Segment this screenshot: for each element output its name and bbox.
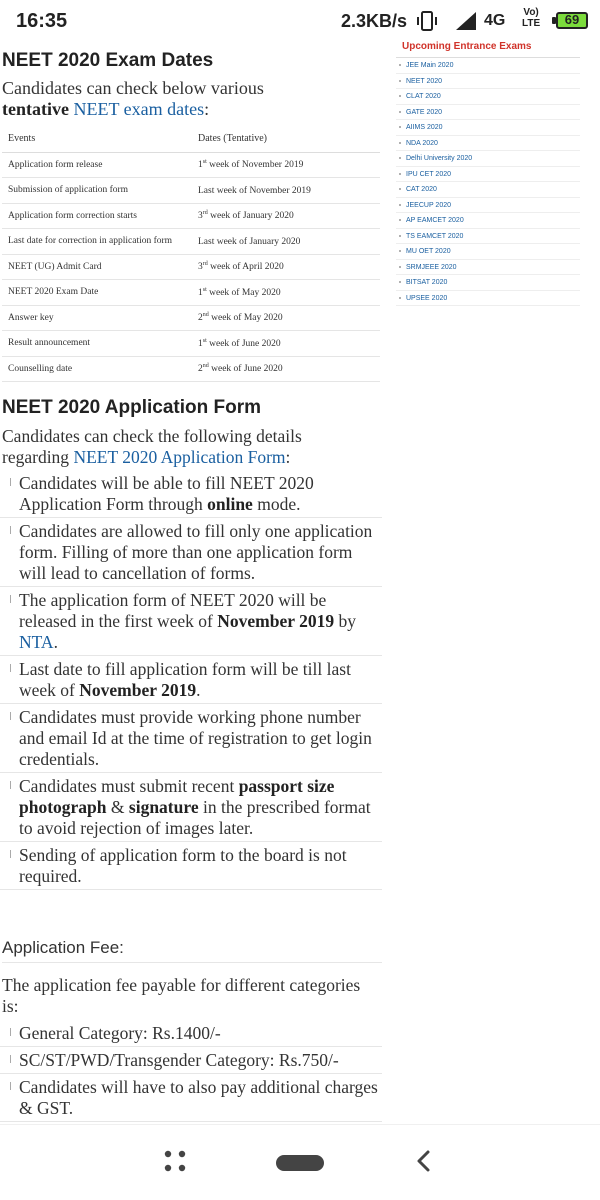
sidebar-exam-link[interactable]: TS EAMCET 2020 [396,229,580,245]
table-row [2,203,380,229]
sidebar-exam-link[interactable]: SRMJEEE 2020 [396,260,580,276]
event-cell: Application form release [2,152,192,178]
home-pill-icon[interactable] [276,1155,324,1171]
application-form-lead-suffix: : [285,447,291,467]
sidebar-exam-list [396,58,580,306]
grid-dots-icon[interactable] [163,1149,187,1173]
event-cell: Application form correction starts [2,203,192,229]
event-cell: Counselling date [2,356,192,382]
date-ordinal: rd [202,261,208,268]
date-text: week of May 2020 [208,313,283,324]
date-number: 2 [198,364,203,375]
volte-indicator [522,7,540,29]
list-item: SC/ST/PWD/Transgender Category: Rs.750/- [0,1050,382,1074]
bullet-bold: passport size photograph [19,776,335,817]
date-cell [192,331,380,357]
list-item: Candidates will have to also pay additional charges & GST. [0,1077,382,1122]
table-header-row [2,126,380,152]
sidebar-exam-link[interactable]: JEE Main 2020 [396,58,580,74]
date-cell [192,280,380,306]
bullet-text: Candidates must provide working phone number and email Id at the time of registration to get login credentials. [19,707,372,769]
sidebar-exam-link[interactable]: NEET 2020 [396,74,580,90]
application-form-lead [2,426,372,468]
bullet-text: Sending of application form to the board is not required. [19,845,347,886]
list-item [0,473,382,518]
date-ordinal: st [202,159,207,166]
bullet-text: . [196,680,201,700]
sidebar-exam-link[interactable]: JEECUP 2020 [396,198,580,214]
event-cell: Result announcement [2,331,192,357]
application-form-heading: NEET 2020 Application Form [2,397,262,418]
table-header-events: Events [2,126,192,152]
chevron-left-icon[interactable] [412,1149,436,1173]
bullet-bold: online [207,494,253,514]
date-ordinal: nd [202,363,209,370]
date-cell [192,254,380,280]
date-number: 2 [198,313,203,324]
exam-dates-lead [2,78,362,120]
date-cell [192,152,380,178]
sidebar-title: Upcoming Entrance Exams [396,38,580,58]
sidebar-exam-link[interactable]: NDA 2020 [396,136,580,152]
volte-top: Vo) [523,7,539,18]
vibrate-icon [415,9,439,33]
sidebar-exam-link[interactable]: BITSAT 2020 [396,275,580,291]
bullet-bold: November 2019 [79,680,197,700]
application-form-lead-prefix: Candidates can check the following details regarding [2,426,302,467]
sidebar-exam-link[interactable]: CLAT 2020 [396,89,580,105]
date-number: 1 [198,287,203,298]
date-ordinal: st [202,337,207,344]
volte-bottom: LTE [522,18,541,29]
date-text: Last week of November 2019 [198,185,311,196]
sidebar-exam-link[interactable]: IPU CET 2020 [396,167,580,183]
application-form-list [0,473,382,893]
exam-dates-lead-suffix: : [204,99,210,119]
battery-icon [556,12,588,29]
application-fee-heading: Application Fee: [2,938,382,963]
date-ordinal: rd [202,210,208,217]
date-text: Last week of January 2020 [198,236,301,247]
status-bar [0,0,600,42]
navigation-bar [0,1124,600,1200]
list-item [0,776,382,842]
bullet-text: mode. [252,494,301,514]
date-text: week of November 2019 [206,160,304,171]
bullet-text: by [334,611,356,631]
bullet-text: Candidates must submit recent [19,776,239,796]
sidebar-exam-link[interactable]: UPSEE 2020 [396,291,580,307]
date-cell [192,203,380,229]
bullet-text: in the prescribed format to avoid rejection of images later. [19,797,371,838]
sidebar-exam-link[interactable]: CAT 2020 [396,182,580,198]
battery-level: 69 [564,12,580,27]
sidebar-exam-link[interactable]: GATE 2020 [396,105,580,121]
date-cell [192,178,380,204]
bullet-bold: signature [128,797,199,817]
bullet-bold: November 2019 [217,611,335,631]
signal-icon [454,10,478,32]
date-number: 3 [198,211,203,222]
exam-dates-lead-prefix: Candidates can check below various [2,78,264,98]
application-fee-lead: The application fee payable for different categories is: [2,975,361,1016]
date-text: week of January 2020 [207,211,294,222]
table-row [2,229,380,255]
table-row [2,178,380,204]
sidebar-exam-link[interactable]: AIIMS 2020 [396,120,580,136]
date-cell [192,305,380,331]
list-item [0,590,382,656]
table-header-dates: Dates (Tentative) [192,126,380,152]
table-row [2,152,380,178]
status-time: 16:35 [16,10,68,32]
list-item [0,845,382,890]
table-row [2,280,380,306]
sidebar-exam-link[interactable]: MU OET 2020 [396,244,580,260]
date-number: 1 [198,338,203,349]
bullet-text: The application form of NEET 2020 will be released in the first week of [19,590,327,631]
bullet-text: . [53,632,58,652]
sidebar-exam-link[interactable]: AP EAMCET 2020 [396,213,580,229]
table-row [2,331,380,357]
date-ordinal: nd [202,312,209,319]
sidebar-exam-link[interactable]: Delhi University 2020 [396,151,580,167]
event-cell: Submission of application form [2,178,192,204]
date-text: week of May 2020 [206,287,281,298]
neet-exam-dates-link[interactable]: NEET exam dates [73,99,205,119]
date-text: week of April 2020 [207,262,284,273]
exam-dates-lead-bold: tentative [2,99,69,119]
date-number: 1 [198,160,203,171]
application-fee-list [0,1023,382,1125]
bullet-text: Candidates will be able to fill NEET 2020 Application Form through [19,473,314,514]
bullet-text: Candidates are allowed to fill only one application form. Filling of more than one application form will lead to cancellation of forms. [19,521,373,583]
event-cell: Last date for correction in application form [2,229,192,255]
table-row [2,356,380,382]
list-item: General Category: Rs.1400/- [0,1023,382,1047]
event-cell: NEET 2020 Exam Date [2,280,192,306]
network-type: 4G [484,12,506,29]
event-cell: NEET (UG) Admit Card [2,254,192,280]
nta-link[interactable]: NTA [19,632,54,652]
list-item [0,659,382,704]
date-cell [192,356,380,382]
table-row [2,305,380,331]
battery-tip [552,17,556,24]
bullet-text: & [106,797,129,817]
date-ordinal: st [202,286,207,293]
event-cell: Answer key [2,305,192,331]
exam-dates-heading: NEET 2020 Exam Dates [2,50,214,71]
list-item [0,707,382,773]
date-cell [192,229,380,255]
bullet-text: Last date to fill application form will be till last week of [19,659,351,700]
list-item [0,521,382,587]
date-number: 3 [198,262,203,273]
exam-dates-table [2,126,380,382]
network-speed: 2.3KB/s [341,11,408,31]
date-text: week of June 2020 [208,364,283,375]
date-text: week of June 2020 [206,338,281,349]
upcoming-exams-sidebar [396,38,580,306]
neet-application-form-link[interactable]: NEET 2020 Application Form [73,447,286,467]
table-row [2,254,380,280]
